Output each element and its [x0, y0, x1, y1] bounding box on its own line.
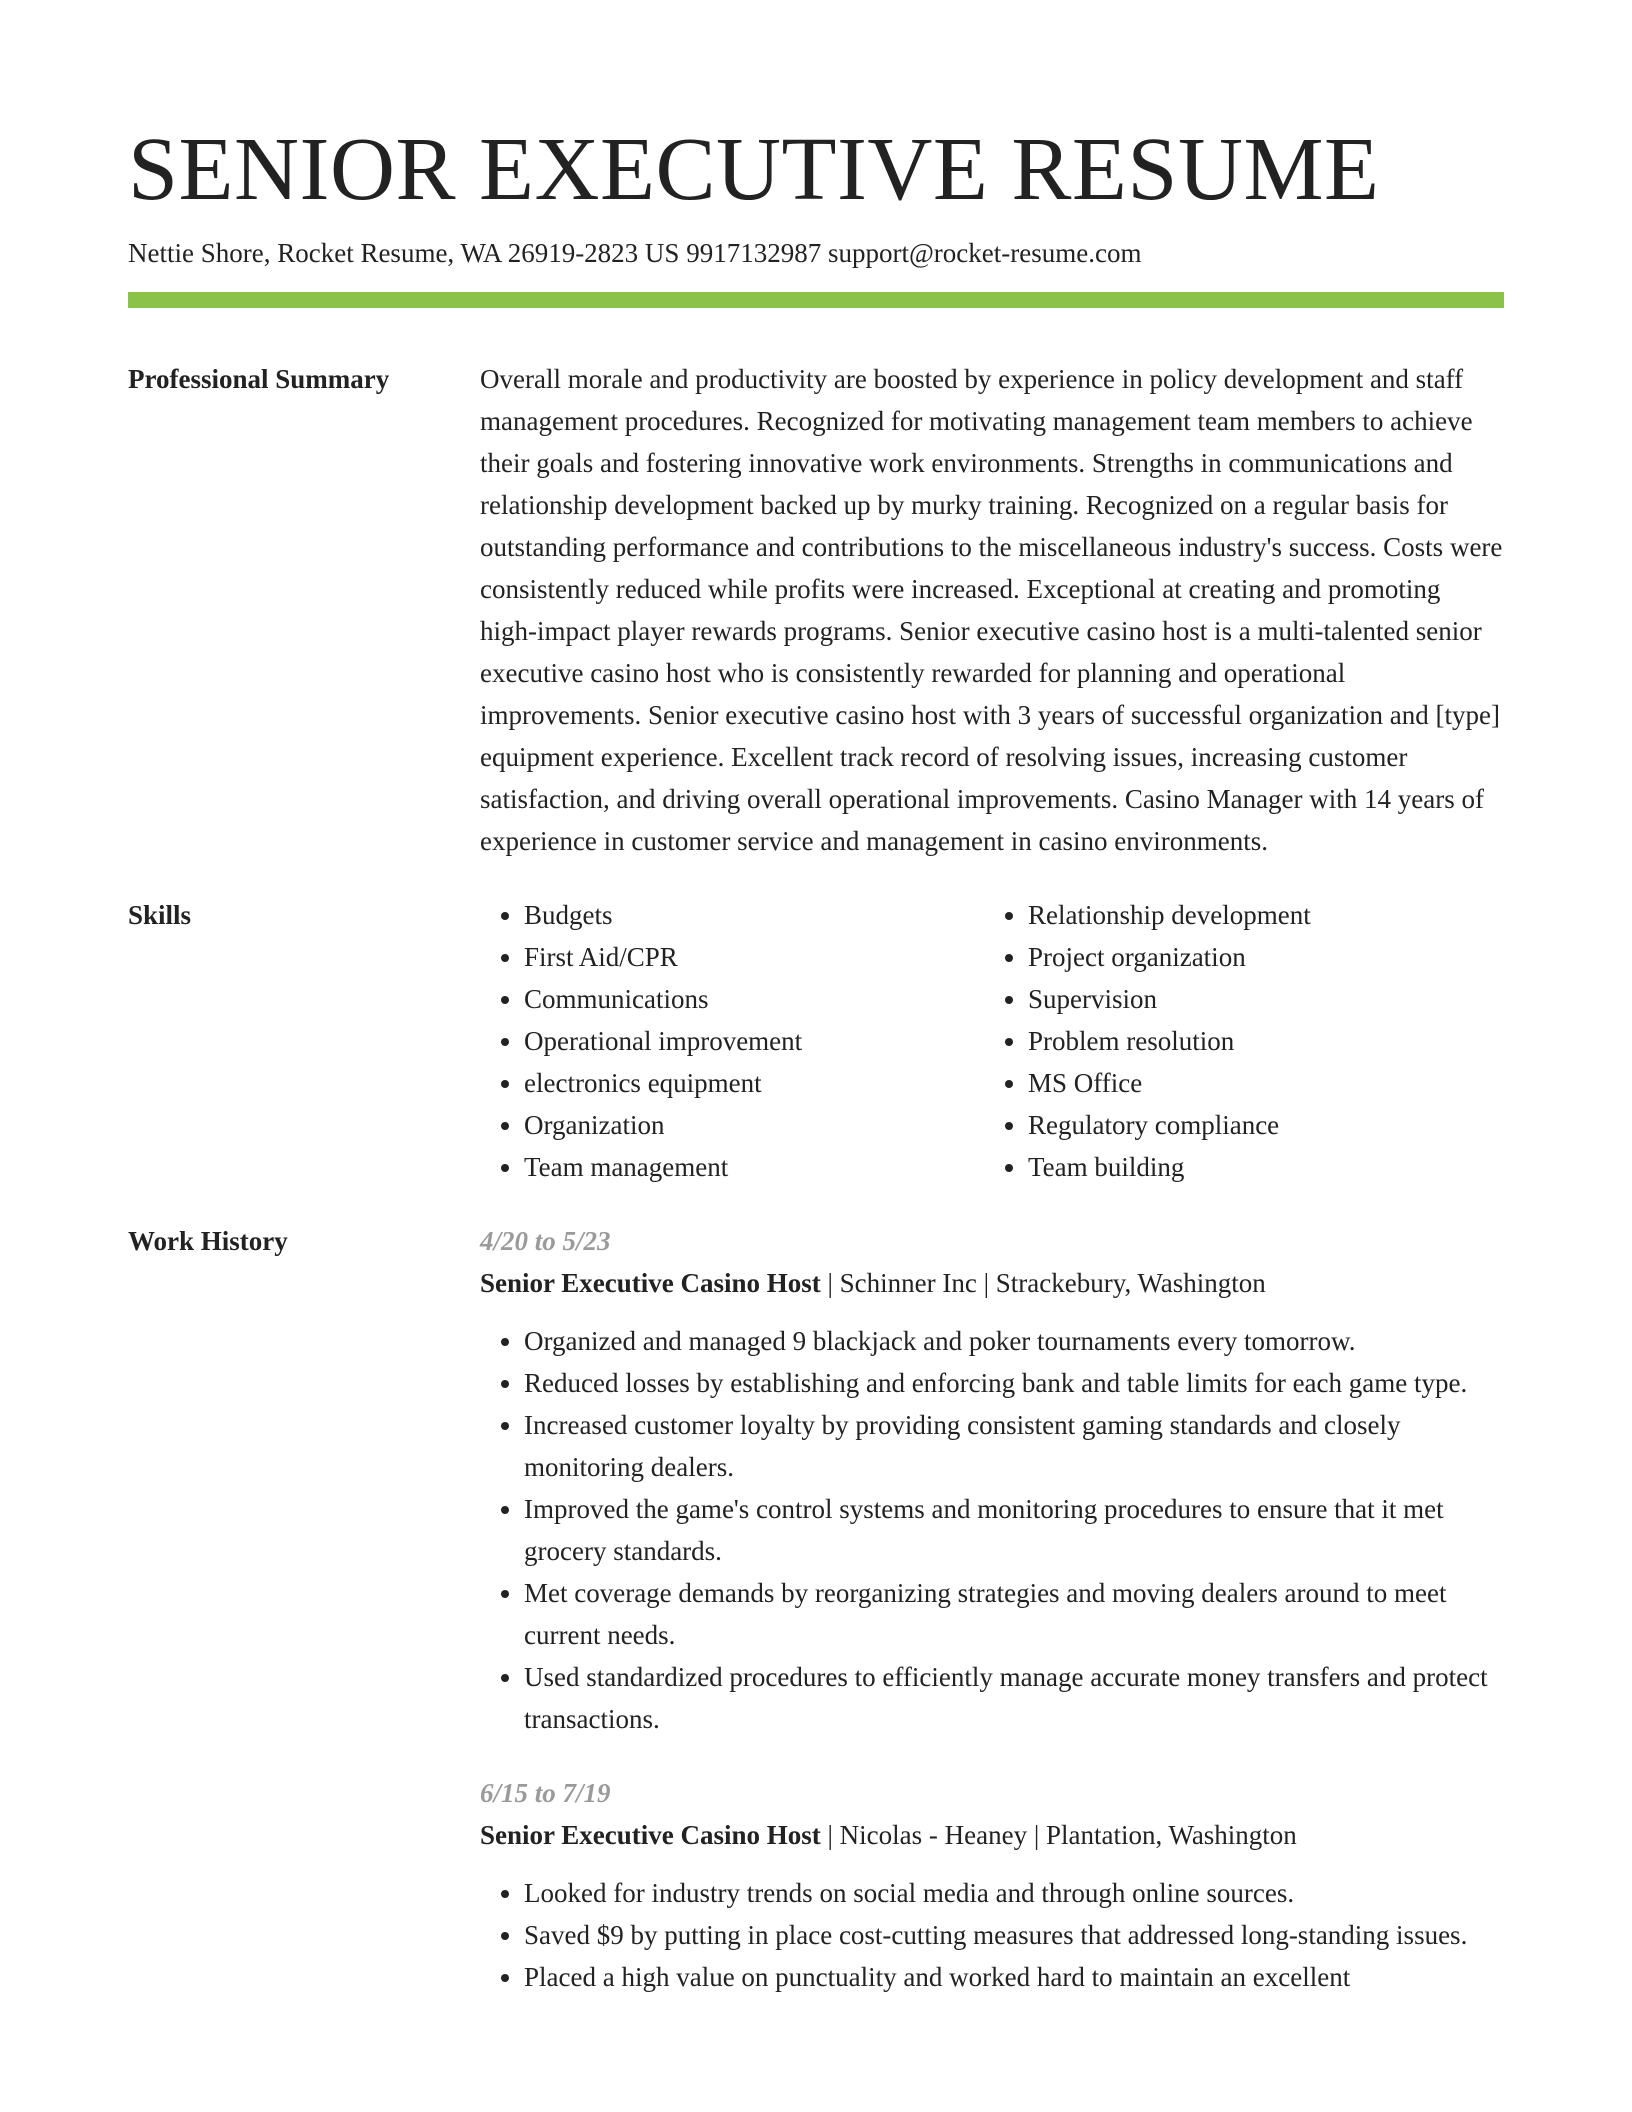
skill-item: • Budgets: [524, 894, 984, 936]
section-label-work: Work History: [128, 1226, 288, 1256]
job-details: | Nicolas - Heaney | Plantation, Washington: [820, 1820, 1297, 1850]
job-entry: [480, 1772, 1504, 1998]
skill-item: • Organization: [524, 1104, 984, 1146]
job-bullet: • Met coverage demands by reorganizing strategies and moving dealers around to meet current needs.: [524, 1572, 1504, 1656]
skill-item: • Operational improvement: [524, 1020, 984, 1062]
skill-item: • Team management: [524, 1146, 984, 1188]
job-heading: [480, 1814, 1504, 1856]
skill-item: • First Aid/CPR: [524, 936, 984, 978]
job-entry: [480, 1220, 1504, 1740]
work-history-body: [480, 1220, 1504, 2030]
skill-item: • Team building: [1028, 1146, 1488, 1188]
skills-list-left: [480, 894, 984, 1188]
job-title: Senior Executive Casino Host: [480, 1268, 821, 1298]
professional-summary-section: [128, 358, 1504, 862]
job-dates: 4/20 to 5/23: [480, 1226, 611, 1256]
skill-item: • Regulatory compliance: [1028, 1104, 1488, 1146]
job-title: Senior Executive Casino Host: [480, 1820, 821, 1850]
skill-item: • Project organization: [1028, 936, 1488, 978]
job-bullet: • Increased customer loyalty by providing consistent gaming standards and closely monitoring dealers.: [524, 1404, 1504, 1488]
skills-section: [128, 894, 1504, 1188]
job-bullet: • Used standardized procedures to efficiently manage accurate money transfers and protect transactions.: [524, 1656, 1504, 1740]
skill-item: • Communications: [524, 978, 984, 1020]
job-bullet: • Reduced losses by establishing and enforcing bank and table limits for each game type.: [524, 1362, 1504, 1404]
skill-item: • Problem resolution: [1028, 1020, 1488, 1062]
section-label-summary: Professional Summary: [128, 364, 390, 394]
skill-item: • Relationship development: [1028, 894, 1488, 936]
skills-list-right: [984, 894, 1488, 1188]
skills-columns: [480, 894, 1504, 1188]
job-bullets: [480, 1320, 1504, 1740]
skill-item: • electronics equipment: [524, 1062, 984, 1104]
summary-text: Overall morale and productivity are boosted by experience in policy development and staff management procedures. Recognized for motivating management team members to achieve their goals and fostering innovative work environments. Strengths in communications and relationship development backed up by murky training. Recognized on a regular basis for outstanding performance and contributions to the miscellaneous industry's success. Costs were consistently reduced while profits were increased. Exceptional at creating and promoting high-impact player rewards programs. Senior executive casino host is a multi-talented senior executive casino host who is consistently rewarded for planning and operational improvements. Senior executive casino host with 3 years of successful organization and [type] equipment experience. Excellent track record of resolving issues, increasing customer satisfaction, and driving overall operational improvements. Casino Manager with 14 years of experience in customer service and management in casino environments.: [480, 364, 1503, 856]
work-history-section: [128, 1220, 1504, 2030]
job-bullet: • Organized and managed 9 blackjack and poker tournaments every tomorrow.: [524, 1320, 1504, 1362]
resume-page: [128, 0, 1504, 2030]
skill-item: • MS Office: [1028, 1062, 1488, 1104]
job-bullet: • Improved the game's control systems and monitoring procedures to ensure that it met grocery standards.: [524, 1488, 1504, 1572]
contact-line: Nettie Shore, Rocket Resume, WA 26919-2823 US 9917132987 support@rocket-resume.com: [128, 238, 1142, 268]
job-bullet: • Placed a high value on punctuality and worked hard to maintain an excellent: [524, 1956, 1504, 1998]
job-bullet: • Saved $9 by putting in place cost-cutting measures that addressed long-standing issues.: [524, 1914, 1504, 1956]
job-dates: 6/15 to 7/19: [480, 1778, 611, 1808]
job-heading: [480, 1262, 1504, 1304]
resume-title: SENIOR EXECUTIVE RESUME: [128, 120, 1380, 219]
job-bullets: [480, 1872, 1504, 1998]
job-details: | Schinner Inc | Strackebury, Washington: [820, 1268, 1266, 1298]
skill-item: • Supervision: [1028, 978, 1488, 1020]
job-bullet: • Looked for industry trends on social media and through online sources.: [524, 1872, 1504, 1914]
section-label-skills: Skills: [128, 900, 192, 930]
header-divider: [128, 292, 1504, 308]
